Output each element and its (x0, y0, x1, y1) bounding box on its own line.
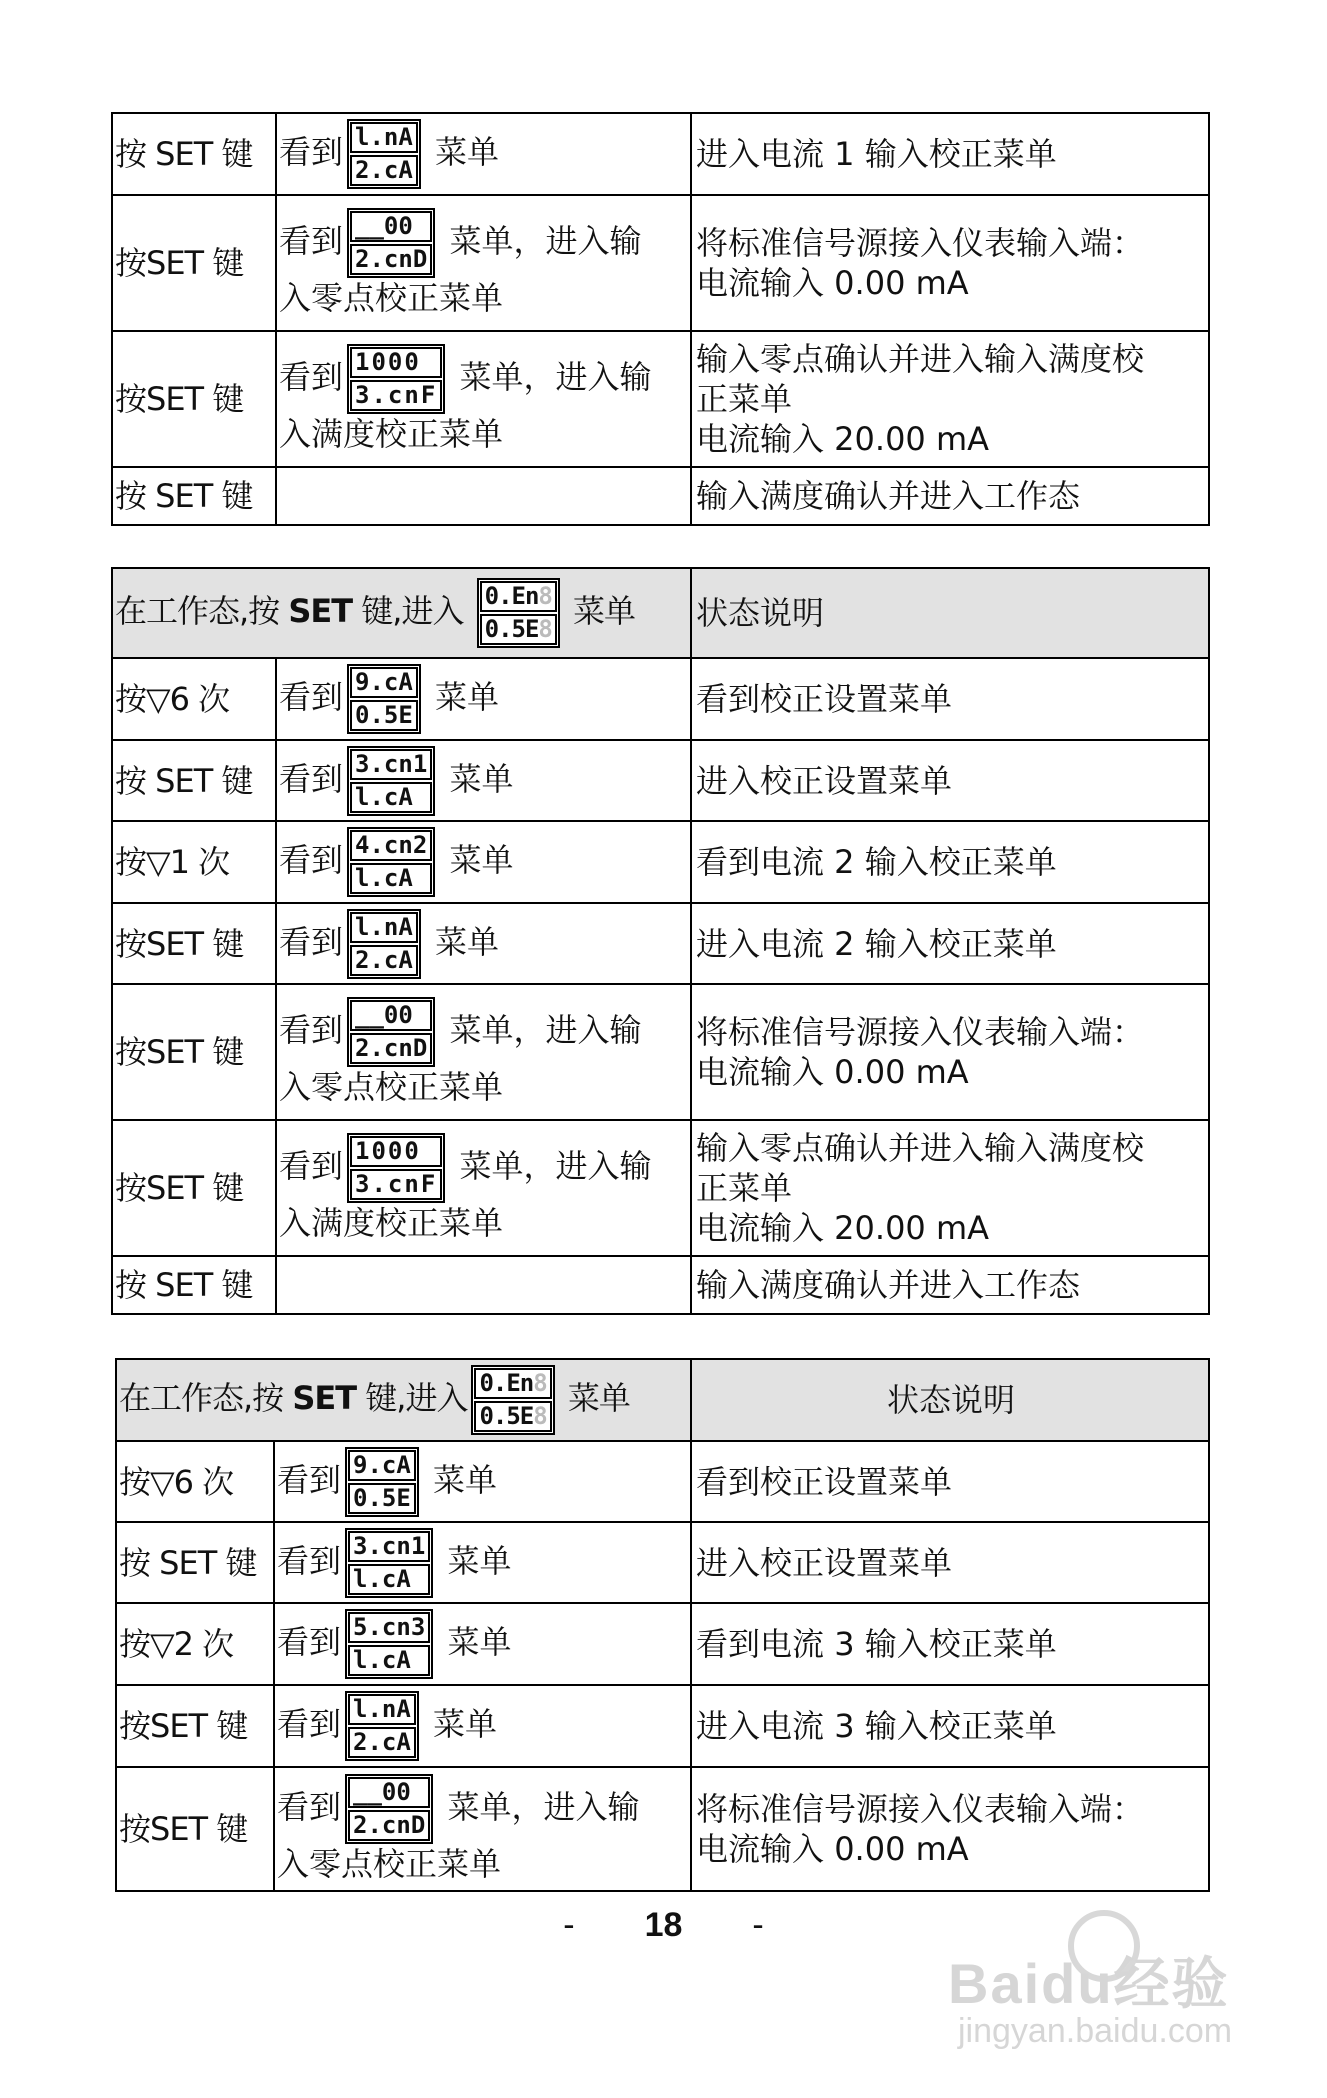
lcd-display: __00 2.cnD (345, 1774, 433, 1844)
calibration-table-current3 (115, 1358, 1210, 1892)
lcd-display: $\frac{5.cn3}{l.cA}$ (345, 1609, 433, 1679)
key-cell: 按SET 键 (112, 331, 276, 467)
display-cell: 看到 __00 2.cnD 菜单，进入输 入零点校正菜单 (274, 1767, 691, 1891)
lcd-display: $\frac{0.En8}{0.5E8}$ (471, 1365, 554, 1435)
lcd-display: $\frac{3.cn1}{l.cA}$ (345, 1528, 433, 1598)
header-status: 状态说明 (691, 568, 1209, 658)
display-cell: 看到 1000 3.cnF 菜单，进入输 入满度校正菜单 (276, 331, 691, 467)
table-row (112, 984, 1209, 1120)
baidu-watermark (948, 1920, 1288, 2060)
display-cell: 看到 $\frac{9.cA}{0.5E}$ 菜单 (274, 1441, 691, 1522)
watermark-logo: Baidu经验 (948, 1952, 1230, 2015)
display-cell: 看到 $\frac{l.nA}{2.cA}$ 菜单 (274, 1685, 691, 1767)
table-header-row (112, 568, 1209, 658)
calibration-table-current2 (111, 567, 1210, 1315)
key-cell: 按 SET 键 (112, 113, 276, 195)
key-cell: 按▽2 次 (116, 1603, 274, 1685)
lcd-display: $\frac{9.cA}{0.5E}$ (345, 1447, 419, 1517)
key-cell: 按SET 键 (112, 195, 276, 331)
key-cell: 按 SET 键 (116, 1522, 274, 1603)
description-cell: 进入电流 1 输入校正菜单 (691, 113, 1209, 195)
display-cell: 看到 $\frac{3.cn1}{l.cA}$ 菜单 (274, 1522, 691, 1603)
description-cell: 将标准信号源接入仪表输入端： 电流输入 0.00 mA (691, 984, 1209, 1120)
lcd-display: __00 2.cnD (347, 997, 435, 1067)
key-cell: 按 SET 键 (112, 467, 276, 525)
description-cell: 进入电流 2 输入校正菜单 (691, 903, 1209, 984)
table-row (116, 1441, 1209, 1522)
key-cell: 按SET 键 (116, 1767, 274, 1891)
key-cell: 按 SET 键 (112, 740, 276, 821)
key-cell: 按▽6 次 (112, 658, 276, 740)
key-cell: 按SET 键 (112, 903, 276, 984)
description-cell: 看到电流 2 输入校正菜单 (691, 821, 1209, 903)
table-row (116, 1767, 1209, 1891)
display-cell (276, 467, 691, 525)
description-cell: 看到电流 3 输入校正菜单 (691, 1603, 1209, 1685)
display-cell: 看到 __00 2.cnD 菜单，进入输 入零点校正菜单 (276, 984, 691, 1120)
table-row (112, 1256, 1209, 1314)
key-cell: 按▽6 次 (116, 1441, 274, 1522)
table-row (112, 467, 1209, 525)
display-cell: 看到 $\frac{3.cn1}{l.cA}$ 菜单 (276, 740, 691, 821)
key-cell: 按SET 键 (112, 984, 276, 1120)
header-instruction: 在工作态,按 SET 键,进入 $\frac{0.En8}{0.5E8}$ 菜单 (116, 1359, 691, 1441)
key-cell: 按SET 键 (112, 1120, 276, 1256)
table-row (112, 195, 1209, 331)
lcd-display: $\frac{l.nA}{2.cA}$ (345, 1691, 419, 1761)
watermark-url: jingyan.baidu.com (958, 2012, 1233, 2050)
table-row (112, 740, 1209, 821)
display-cell: 看到 1000 3.cnF 菜单，进入输 入满度校正菜单 (276, 1120, 691, 1256)
table-row (112, 821, 1209, 903)
lcd-display: __00 2.cnD (347, 208, 435, 278)
key-cell: 按▽1 次 (112, 821, 276, 903)
table-row (116, 1522, 1209, 1603)
table-row (112, 331, 1209, 467)
page-number: - 18 - (563, 1906, 764, 1944)
table-header-row (116, 1359, 1209, 1441)
description-cell: 进入电流 3 输入校正菜单 (691, 1685, 1209, 1767)
table-row (112, 113, 1209, 195)
display-cell: 看到 $\frac{l.nA}{2.cA}$ 菜单 (276, 903, 691, 984)
description-cell: 输入满度确认并进入工作态 (691, 1256, 1209, 1314)
description-cell: 输入满度确认并进入工作态 (691, 467, 1209, 525)
table-row (116, 1603, 1209, 1685)
header-instruction: 在工作态,按 SET 键,进入 $\frac{0.En8}{0.5E8}$ 菜单 (112, 568, 691, 658)
description-cell: 看到校正设置菜单 (691, 1441, 1209, 1522)
display-cell: 看到 $\frac{5.cn3}{l.cA}$ 菜单 (274, 1603, 691, 1685)
table-row (112, 658, 1209, 740)
display-cell: 看到 $\frac{l.nA}{2.cA}$ 菜单 (276, 113, 691, 195)
key-cell: 按SET 键 (116, 1685, 274, 1767)
lcd-display: $\frac{9.cA}{0.5E}$ (347, 664, 421, 734)
description-cell: 看到校正设置菜单 (691, 658, 1209, 740)
table-row (112, 903, 1209, 984)
lcd-display: $\frac{l.nA}{2.cA}$ (347, 909, 421, 979)
lcd-display: $\frac{3.cn1}{l.cA}$ (347, 746, 435, 816)
display-cell: 看到 $\frac{4.cn2}{l.cA}$ 菜单 (276, 821, 691, 903)
description-cell: 进入校正设置菜单 (691, 1522, 1209, 1603)
display-cell: 看到 __00 2.cnD 菜单，进入输 入零点校正菜单 (276, 195, 691, 331)
table-row (112, 1120, 1209, 1256)
lcd-display: 1000 3.cnF (347, 1133, 445, 1203)
description-cell: 将标准信号源接入仪表输入端： 电流输入 0.00 mA (691, 195, 1209, 331)
lcd-display: $\frac{l.nA}{2.cA}$ (347, 119, 421, 189)
display-cell: 看到 $\frac{9.cA}{0.5E}$ 菜单 (276, 658, 691, 740)
lcd-display: 1000 3.cnF (347, 344, 445, 414)
description-cell: 输入零点确认并进入输入满度校 正菜单 电流输入 20.00 mA (691, 1120, 1209, 1256)
lcd-display: $\frac{0.En8}{0.5E8}$ (477, 578, 560, 648)
display-cell (276, 1256, 691, 1314)
lcd-display: $\frac{4.cn2}{l.cA}$ (347, 827, 435, 897)
description-cell: 输入零点确认并进入输入满度校 正菜单 电流输入 20.00 mA (691, 331, 1209, 467)
table-row (116, 1685, 1209, 1767)
header-status: 状态说明 (691, 1359, 1209, 1441)
description-cell: 进入校正设置菜单 (691, 740, 1209, 821)
key-cell: 按 SET 键 (112, 1256, 276, 1314)
calibration-table-current1 (111, 112, 1210, 526)
description-cell: 将标准信号源接入仪表输入端： 电流输入 0.00 mA (691, 1767, 1209, 1891)
